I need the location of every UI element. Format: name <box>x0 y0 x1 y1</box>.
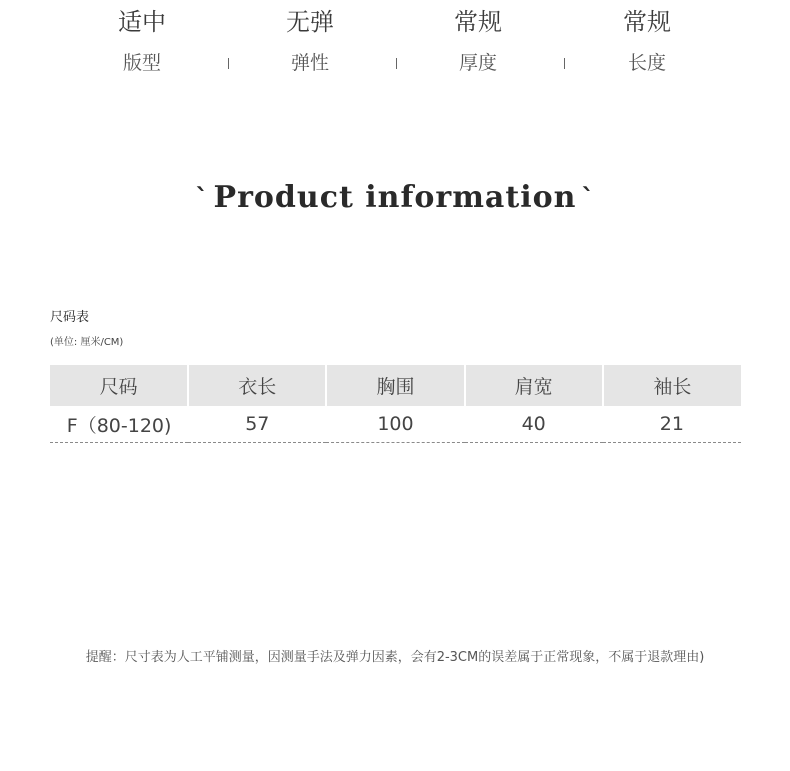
heading-tick-left: ` <box>195 184 209 214</box>
column-header: 衣长 <box>188 365 326 406</box>
column-header: 肩宽 <box>465 365 603 406</box>
size-table <box>50 365 741 443</box>
table-cell: 40 <box>465 406 603 443</box>
table-row <box>50 406 741 443</box>
attribute-value: 适中 <box>118 8 166 36</box>
column-header: 尺码 <box>50 365 188 406</box>
column-header: 袖长 <box>603 365 741 406</box>
table-cell: F（80-120) <box>50 406 188 443</box>
attribute-label: 版型 <box>122 52 161 74</box>
section-heading <box>0 180 790 215</box>
table-cell: 57 <box>188 406 326 443</box>
attribute-bar <box>0 0 790 80</box>
column-header: 胸围 <box>326 365 464 406</box>
table-header-row <box>50 365 741 406</box>
measurement-note: 提醒：尺寸表为人工平铺测量，因测量手法及弹力因素，会有2-3CM的误差属于正常现象，不属于退款理由) <box>85 650 705 665</box>
attribute-value: 常规 <box>454 8 502 36</box>
attribute-label: 长度 <box>627 52 666 74</box>
attribute-value: 常规 <box>623 8 671 36</box>
size-chart-title: 尺码表 <box>50 310 90 325</box>
heading-tick-right: ` <box>581 184 595 214</box>
attribute-label: 厚度 <box>458 52 497 74</box>
table-cell: 21 <box>603 406 741 443</box>
heading-title: Product information <box>213 180 577 215</box>
table-cell: 100 <box>326 406 464 443</box>
attribute-label: 弹性 <box>290 52 329 74</box>
size-chart-unit: (单位: 厘米/CM) <box>50 337 124 348</box>
attribute-value: 无弹 <box>286 8 334 36</box>
